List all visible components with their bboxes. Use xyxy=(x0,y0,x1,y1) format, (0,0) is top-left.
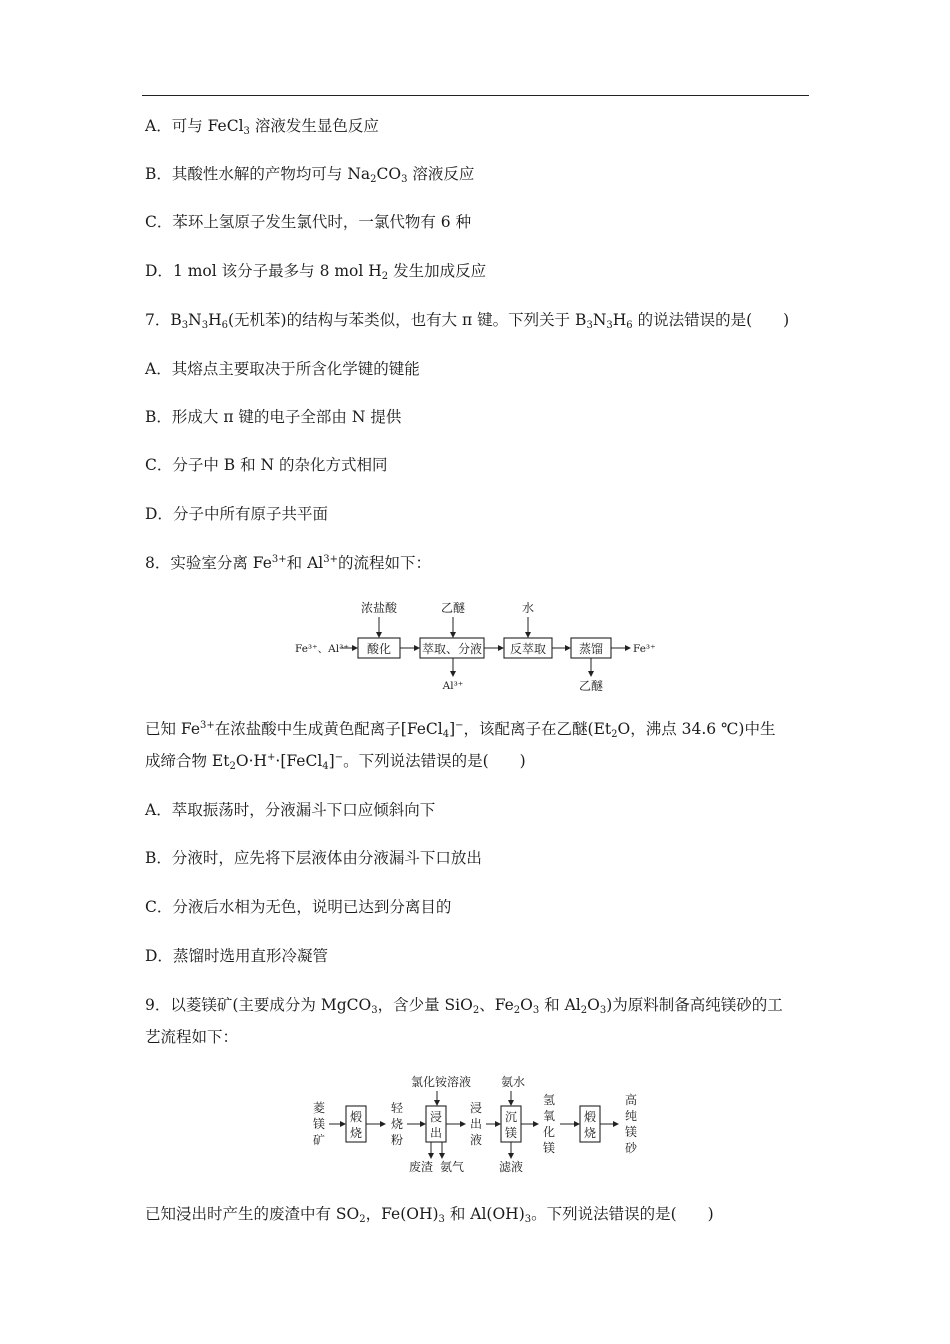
flow9-bottom3: 滤液 xyxy=(498,1160,524,1174)
flow9-top2: 氯化铵溶液 xyxy=(410,1075,472,1089)
q8-known-line1: 已知 $Fe^{3+}$在浓盐酸中生成黄色配离子[FeCl$_4$]−，该配离子在乙醚($Et_2O$，沸点 34.6 ℃)中生 xyxy=(145,720,776,740)
q8-stem: 8．实验室分离 $Fe^{3+}$和 $Al^{3+}$的流程如下： xyxy=(145,554,431,572)
flow9-in-3: 矿 xyxy=(312,1133,326,1147)
q8-option-c: C．分液后水相为无色，说明已达到分离目的 xyxy=(145,898,452,916)
flow9-box4-1: 煅 xyxy=(583,1110,597,1124)
flow9-mid3-1: 氢 xyxy=(542,1093,556,1107)
flow9-box1-2: 烧 xyxy=(349,1126,363,1140)
flow8-top1: 浓盐酸 xyxy=(360,601,398,615)
q7-option-c: C．分子中 B 和 N 的杂化方式相同 xyxy=(145,456,388,474)
q8-known-line2: 成缔合物 $Et_2O\cdot H^+\cdot[FeCl_4]^-$。下列说法错误的是( ) xyxy=(145,752,526,772)
q7-stem: 7．$B_3N_3H_6$(无机苯)的结构与苯类似，也有大 π 键。下列关于 $B_3N_3H_6$ 的说法错误的是( ) xyxy=(145,311,790,331)
flow9-box4-2: 烧 xyxy=(583,1126,597,1140)
flow9-box2-2: 出 xyxy=(429,1126,443,1140)
flow9-box3-1: 沉 xyxy=(504,1110,518,1124)
flow9-mid2-1: 浸 xyxy=(469,1101,483,1115)
flow9-box3-2: 镁 xyxy=(504,1126,518,1140)
flow9-out-2: 纯 xyxy=(624,1109,638,1123)
q7-option-a: A．其熔点主要取决于所含化学键的键能 xyxy=(145,360,420,378)
flow9-mid3-3: 化 xyxy=(542,1125,556,1139)
flow9-mid1-1: 轻 xyxy=(390,1101,404,1115)
flow8-bottom4: 乙醚 xyxy=(578,679,604,693)
flow9-mid2-2: 出 xyxy=(469,1117,483,1131)
q6-option-a: A．可与 FeCl$_3$ 溶液发生显色反应 xyxy=(145,117,379,137)
flow8-box1-label: 酸化 xyxy=(366,642,392,656)
q6-option-b: B．其酸性水解的产物均可与 $Na_2CO_3$ 溶液反应 xyxy=(145,165,475,185)
flow9-mid1-2: 烧 xyxy=(390,1117,404,1131)
flow9-in-2: 镁 xyxy=(312,1117,326,1131)
q9-stem-line1: 9．以菱镁矿(主要成分为 MgCO$_3$，含少量 SiO$_2$、$Fe_2O_3$ 和 $Al_2O_3$)为原料制备高纯镁砂的工 xyxy=(145,996,783,1016)
flow9-mid2-3: 液 xyxy=(469,1133,483,1147)
flow9-top3: 氨水 xyxy=(500,1075,526,1089)
flow9-box2-1: 浸 xyxy=(429,1110,443,1124)
flow9-out-3: 镁 xyxy=(624,1125,638,1139)
header-rule xyxy=(142,95,809,96)
q9-flowchart xyxy=(305,1072,650,1182)
q9-known: 已知浸出时产生的废渣中有 $SO_2$，$Fe(OH)_3$ 和 $Al(OH)_3$。下列说法错误的是( ) xyxy=(145,1205,714,1225)
flow9-mid1-3: 粉 xyxy=(390,1133,404,1147)
flow8-top2: 乙醚 xyxy=(440,601,466,615)
q7-option-b: B．形成大 π 键的电子全部由 N 提供 xyxy=(145,408,402,426)
flow8-output: Fe³⁺ xyxy=(633,643,656,655)
q7-option-d: D．分子中所有原子共平面 xyxy=(145,505,328,523)
flow9-mid3-4: 镁 xyxy=(542,1141,556,1155)
q9-stem-line2: 艺流程如下： xyxy=(145,1028,239,1046)
q8-flowchart xyxy=(285,598,665,698)
flow9-box1-1: 煅 xyxy=(349,1110,363,1124)
q8-option-d: D．蒸馏时选用直形冷凝管 xyxy=(145,947,328,965)
q6-option-c: C．苯环上氢原子发生氯代时，一氯代物有 6 种 xyxy=(145,213,472,231)
flow9-out-1: 高 xyxy=(624,1093,638,1107)
flow9-out-4: 砂 xyxy=(624,1141,638,1155)
flow9-bottom2b: 氨气 xyxy=(439,1160,465,1174)
flow8-box2-label: 萃取、分液 xyxy=(421,642,483,656)
q6-option-d: D．1 mol 该分子最多与 8 mol $H_2$ 发生加成反应 xyxy=(145,262,487,282)
flow8-top3: 水 xyxy=(521,601,535,615)
flow9-mid3-2: 氧 xyxy=(542,1109,556,1123)
flow9-in-1: 菱 xyxy=(312,1101,326,1115)
flow8-input: Fe³⁺、Al³⁺ xyxy=(295,643,349,655)
flow9-bottom2a: 废渣 xyxy=(408,1160,434,1174)
flow8-box4-label: 蒸馏 xyxy=(578,642,604,656)
q8-option-a: A．萃取振荡时，分液漏斗下口应倾斜向下 xyxy=(145,801,436,819)
flow8-bottom2: Al³⁺ xyxy=(442,680,464,692)
q8-option-b: B．分液时，应先将下层液体由分液漏斗下口放出 xyxy=(145,849,482,867)
flow8-box3-label: 反萃取 xyxy=(509,642,547,656)
